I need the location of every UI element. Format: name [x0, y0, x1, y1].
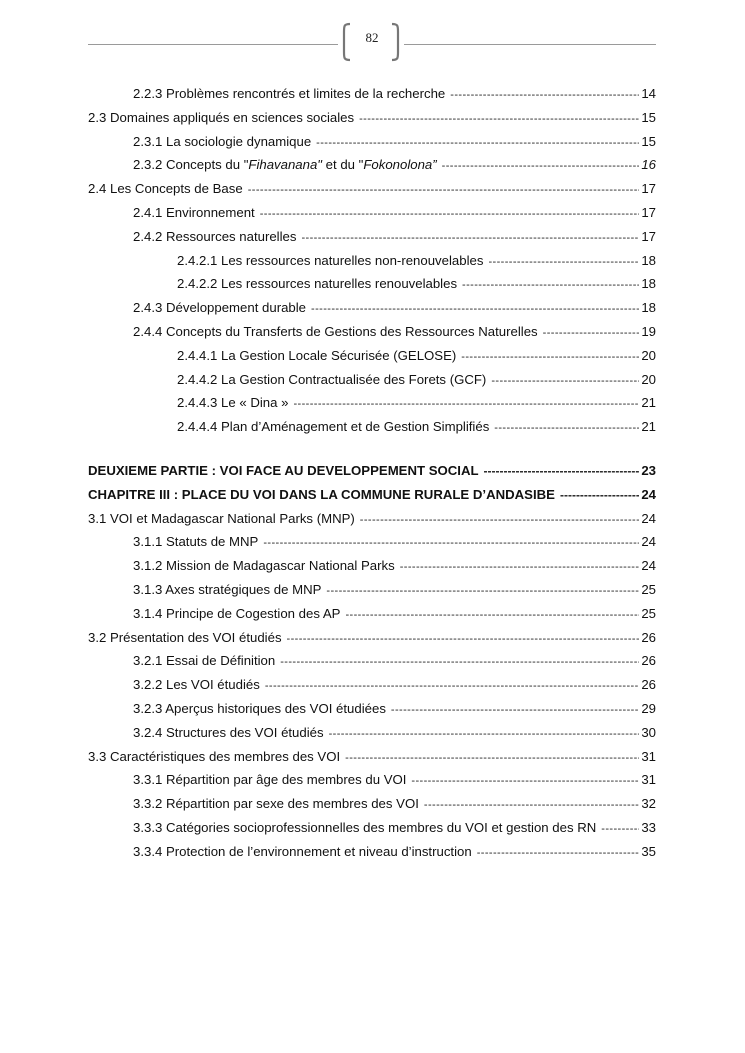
toc-entry-title-part: 3.1.3 Axes stratégiques de MNP	[133, 581, 322, 597]
toc-page-number: 23	[641, 462, 656, 478]
dot-leader	[280, 656, 639, 668]
toc-entry-title-part: 3.1 VOI et Madagascar National Parks (MNP)	[88, 510, 355, 526]
toc-entry-title-part: 2.3.1 La sociologie dynamique	[133, 133, 312, 149]
toc-entry-title	[133, 324, 538, 339]
toc-entry	[88, 419, 656, 443]
dot-leader	[461, 351, 639, 363]
toc-entry-title-part: 3.1.1 Statuts de MNP	[133, 534, 259, 550]
toc-entry-title-part: 3.3.4 Protection de l’environnement et niveau d’instruction	[133, 843, 472, 859]
toc-entry-title	[133, 229, 296, 244]
toc-page-number: 31	[641, 772, 656, 788]
toc-entry	[88, 677, 656, 701]
toc-entry-title-part: Fihavanana"	[248, 157, 322, 173]
toc-page-number: 29	[641, 700, 656, 716]
toc-entry-title	[133, 134, 311, 149]
toc-entry-title	[133, 725, 324, 740]
dot-leader	[411, 775, 639, 787]
toc-entry-title-part: CHAPITRE III : PLACE DU VOI DANS LA COMMUNE RURALE D’ANDASIBE	[88, 486, 555, 502]
toc-entry-title-part: 2.4 Les Concepts de Base	[88, 181, 243, 197]
dot-leader	[316, 137, 639, 149]
toc-page-number: 35	[641, 843, 656, 859]
toc-entry	[88, 300, 656, 324]
dot-leader	[345, 609, 639, 621]
toc-entry	[88, 229, 656, 253]
toc-entry	[88, 463, 656, 487]
dot-leader	[543, 327, 640, 339]
toc-entry	[88, 582, 656, 606]
toc-entry-title-part: 2.4.4.4 Plan d’Aménagement et de Gestion Simplifiés	[177, 419, 490, 435]
toc-entry	[88, 487, 656, 511]
toc-page-number: 24	[641, 486, 656, 502]
toc-entry-title	[133, 653, 275, 668]
toc-entry-title	[133, 772, 406, 787]
toc-entry	[88, 253, 656, 277]
dot-leader	[450, 89, 639, 101]
toc-entry-title-part: 2.4.2 Ressources naturelles	[133, 228, 297, 244]
toc-entry-title-part: 2.2.3 Problèmes rencontrés et limites de la recherche	[133, 86, 446, 101]
toc-entry	[88, 653, 656, 677]
toc-entry-title	[133, 558, 395, 573]
toc-entry-title	[133, 701, 386, 716]
toc-entry-title-part: 2.4.2.1 Les ressources naturelles non-renouvelables	[177, 252, 484, 268]
toc-entry	[88, 606, 656, 630]
toc-entry-title	[133, 300, 306, 315]
toc-page-number: 32	[641, 796, 656, 812]
toc-page-number: 25	[641, 605, 656, 621]
toc-page-number: 20	[641, 347, 656, 363]
dot-leader	[400, 561, 640, 573]
toc-entry-title-part: 3.1.4 Principe de Cogestion des AP	[133, 605, 341, 621]
toc-entry-title	[177, 419, 489, 434]
toc-entry-title	[88, 749, 340, 764]
dot-leader	[248, 184, 640, 196]
toc-entry	[88, 205, 656, 229]
toc-entry-title-part: 3.3.3 Catégories socioprofessionnelles des membres du VOI et gestion des RN	[133, 819, 597, 835]
toc-entry-title-part: 3.3.2 Répartition par sexe des membres des VOI	[133, 796, 419, 812]
toc-entry-title-part: 3.3.1 Répartition par âge des membres du VOI	[133, 772, 407, 788]
toc-page-number: 15	[641, 133, 656, 149]
toc-entry-title	[133, 86, 445, 101]
toc-entry-title	[133, 796, 419, 811]
dot-leader	[360, 514, 640, 526]
toc-entry	[88, 511, 656, 535]
toc-entry-title	[133, 534, 258, 549]
toc-entry-title	[88, 487, 555, 502]
dot-leader	[260, 208, 640, 220]
toc-entry-title	[177, 253, 483, 268]
toc-entry	[88, 86, 656, 110]
dot-leader	[424, 799, 639, 811]
toc-entry-title-part: DEUXIEME PARTIE : VOI FACE AU DEVELOPPEMENT SOCIAL	[88, 462, 479, 478]
toc-entry-title-part: 2.4.4.1 La Gestion Locale Sécurisée (GELOSE)	[177, 347, 457, 363]
toc-page-number: 24	[641, 534, 656, 550]
toc-entry	[88, 134, 656, 158]
toc-entry-title	[88, 511, 355, 526]
toc-page-number: 21	[641, 419, 656, 435]
dot-leader	[263, 537, 639, 549]
page-number: 82	[365, 30, 379, 45]
toc-entry-title	[133, 677, 260, 692]
dot-leader	[301, 232, 639, 244]
toc-page-number: 25	[641, 581, 656, 597]
dot-leader	[442, 160, 640, 172]
toc-page-number: 14	[641, 86, 656, 101]
toc-entry-title-part: 2.3 Domaines appliqués en sciences sociales	[88, 109, 355, 125]
dot-leader	[293, 398, 639, 410]
left-bracket-icon	[340, 22, 352, 62]
toc-entry-title-part: 3.2.2 Les VOI étudiés	[133, 677, 260, 693]
toc-page-number: 33	[641, 819, 656, 835]
toc-entry-title-part: 2.4.4 Concepts du Transferts de Gestions des Ressources Naturelles	[133, 323, 538, 339]
toc-page-number: 26	[641, 629, 656, 645]
dot-leader	[484, 464, 640, 478]
dot-leader	[462, 279, 639, 291]
dot-leader	[494, 422, 639, 434]
toc-page-number: 21	[641, 395, 656, 411]
toc-entry-title	[133, 820, 596, 835]
toc-entry-title	[88, 181, 243, 196]
toc-entry	[88, 701, 656, 725]
toc-page-number: 16	[641, 157, 656, 173]
toc-entry-title-part: et du "	[322, 157, 364, 173]
toc-entry	[88, 772, 656, 796]
toc-entry-title-part: 2.4.1 Environnement	[133, 204, 255, 220]
dot-leader	[265, 680, 640, 692]
toc-entry-title-part: 3.2.3 Aperçus historiques des VOI étudiées	[133, 700, 386, 716]
toc-page-number: 18	[641, 276, 656, 292]
toc-entry-title-part: 3.1.2 Mission de Madagascar National Parks	[133, 558, 395, 574]
toc-entry	[88, 630, 656, 654]
toc-entry	[88, 796, 656, 820]
toc-entry	[88, 820, 656, 844]
dot-leader	[491, 375, 639, 387]
toc-entry-title	[177, 348, 456, 363]
toc-entry-title	[133, 157, 437, 172]
dot-leader	[488, 256, 639, 268]
toc-entry	[88, 395, 656, 419]
toc-entry	[88, 534, 656, 558]
toc-entry-title-part: 2.4.4.3 Le « Dina »	[177, 395, 289, 411]
toc-entry	[88, 181, 656, 205]
toc-entry-title	[177, 395, 288, 410]
toc-entry-title-part: Fokonolona”	[363, 157, 437, 173]
dot-leader	[326, 585, 639, 597]
toc-page-number: 18	[641, 300, 656, 316]
dot-leader	[601, 823, 639, 835]
dot-leader	[359, 113, 639, 125]
toc-entry	[88, 348, 656, 372]
dot-leader	[391, 704, 639, 716]
dot-leader	[287, 633, 640, 645]
dot-leader	[345, 752, 639, 764]
toc-page-number: 20	[641, 371, 656, 387]
toc-entry	[88, 749, 656, 773]
toc-entry	[88, 558, 656, 582]
toc-entry-title	[133, 606, 340, 621]
toc-entry-title-part: 3.2 Présentation des VOI étudiés	[88, 629, 282, 645]
dot-leader	[311, 303, 639, 315]
toc-entry-title	[88, 630, 282, 645]
toc-entry-title-part: 2.4.3 Développement durable	[133, 300, 307, 316]
toc-entry	[88, 725, 656, 749]
toc-entry-title	[133, 844, 472, 859]
toc-entry-title-part: 3.2.1 Essai de Définition	[133, 653, 276, 669]
toc-entry-title	[88, 463, 479, 478]
toc-page-number: 19	[641, 323, 656, 339]
toc-page-number: 26	[641, 677, 656, 693]
right-bracket-icon	[390, 22, 402, 62]
table-of-contents	[88, 86, 656, 868]
toc-entry	[88, 844, 656, 868]
toc-entry	[88, 372, 656, 396]
toc-entry-title	[133, 582, 321, 597]
toc-page-number: 24	[641, 510, 656, 526]
toc-entry-title	[88, 110, 354, 125]
toc-entry-title-part: 2.3.2 Concepts du "	[133, 157, 249, 173]
dot-leader	[560, 488, 639, 502]
toc-page-number: 26	[641, 653, 656, 669]
header-rule-right	[404, 44, 656, 45]
header-rule-left	[88, 44, 338, 45]
toc-entry-title	[177, 276, 457, 291]
toc-page-number: 24	[641, 558, 656, 574]
toc-entry-title-part: 2.4.4.2 La Gestion Contractualisée des Forets (GCF)	[177, 371, 487, 387]
toc-entry	[88, 110, 656, 134]
dot-leader	[477, 847, 640, 859]
toc-page-number: 30	[641, 724, 656, 740]
dot-leader	[329, 728, 640, 740]
toc-page-number: 18	[641, 252, 656, 268]
toc-page-number: 17	[641, 204, 656, 220]
toc-entry-title-part: 3.3 Caractéristiques des membres des VOI	[88, 748, 341, 764]
toc-page-number: 31	[641, 748, 656, 764]
toc-entry	[88, 157, 656, 181]
toc-entry	[88, 276, 656, 300]
toc-entry-title-part: 2.4.2.2 Les ressources naturelles renouvelables	[177, 276, 458, 292]
toc-entry-title	[133, 205, 255, 220]
toc-page-number: 15	[641, 109, 656, 125]
toc-entry-title	[177, 372, 486, 387]
toc-entry	[88, 324, 656, 348]
toc-page-number: 17	[641, 181, 656, 197]
toc-entry-title-part: 3.2.4 Structures des VOI étudiés	[133, 724, 324, 740]
toc-page-number: 17	[641, 228, 656, 244]
